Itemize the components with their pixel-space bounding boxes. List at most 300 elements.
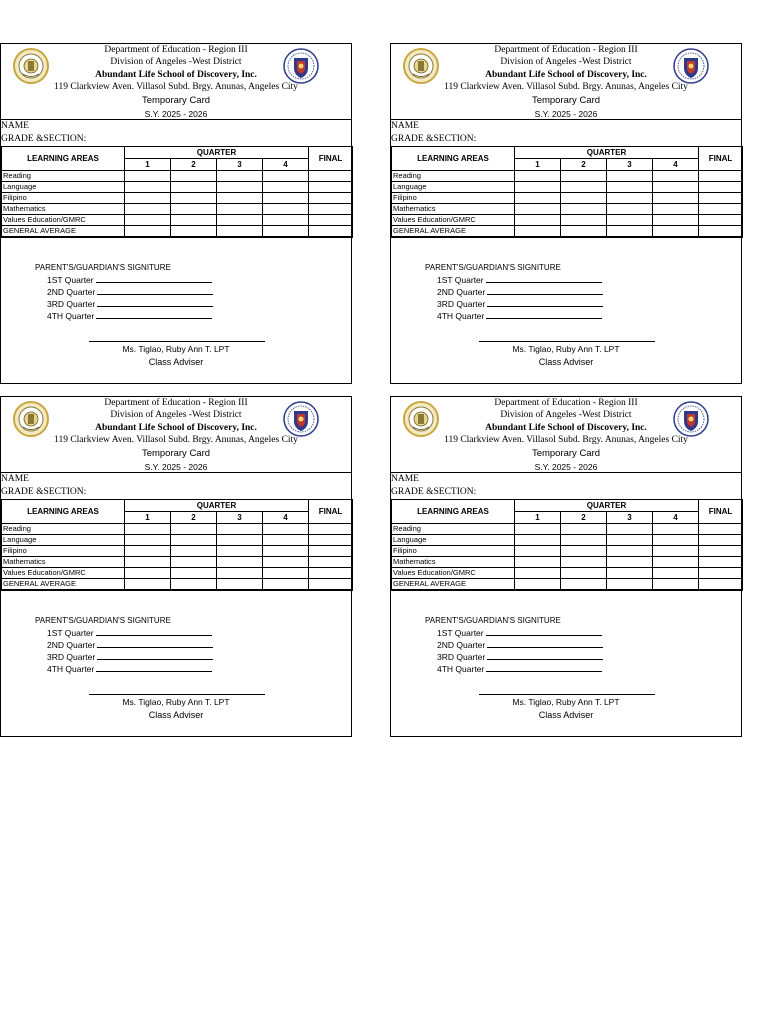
subject-row (392, 568, 743, 579)
quarter-3-header: 3 (217, 512, 263, 524)
grade-cell (171, 204, 217, 215)
quarter-4-header: 4 (653, 512, 699, 524)
grade-cell (653, 171, 699, 182)
learning-areas-header: LEARNING AREAS (392, 147, 515, 171)
grade-cell (561, 204, 607, 215)
signature-line-q4 (47, 663, 212, 674)
grade-cell (515, 524, 561, 535)
grade-cell (653, 568, 699, 579)
grade-cell (263, 204, 309, 215)
signature-line-q1 (47, 627, 212, 638)
subject-row (392, 193, 743, 204)
signature-blank (96, 274, 212, 283)
grade-cell (653, 557, 699, 568)
signature-blank (486, 274, 602, 283)
grade-cell (263, 579, 309, 591)
grade-cell (607, 557, 653, 568)
divider (1, 119, 351, 120)
grade-cell (653, 524, 699, 535)
grade-cell (309, 524, 353, 535)
grade-cell (171, 557, 217, 568)
subject-row (2, 524, 353, 535)
grade-cell (607, 546, 653, 557)
grade-cell (217, 524, 263, 535)
grade-cell (171, 182, 217, 193)
temporary-card (390, 396, 742, 737)
signature-line-q2 (47, 286, 213, 297)
signature-line-q1 (437, 274, 602, 285)
grade-cell (309, 204, 353, 215)
subject-row (2, 535, 353, 546)
quarter-3-header: 3 (607, 512, 653, 524)
grade-cell (653, 193, 699, 204)
signature-line-q4 (437, 310, 602, 321)
signature-label: 2ND Quarter (47, 640, 96, 650)
grade-cell (309, 182, 353, 193)
signature-label: 2ND Quarter (437, 640, 486, 650)
grade-cell (607, 171, 653, 182)
school-address: 119 Clarkview Aven. Villasol Subd. Brgy. Anunas, Angeles City (444, 435, 688, 445)
grade-cell (217, 215, 263, 226)
signature-title: PARENT'S/GUARDIAN'S SIGNITURE (425, 263, 561, 272)
temporary-card (390, 43, 742, 384)
final-header: FINAL (309, 500, 353, 524)
grade-cell (309, 535, 353, 546)
grade-cell (125, 204, 171, 215)
grade-cell (699, 171, 743, 182)
subject-label: Filipino (392, 546, 515, 557)
quarter-2-header: 2 (561, 512, 607, 524)
grade-cell (125, 535, 171, 546)
grade-cell (125, 546, 171, 557)
grade-cell (561, 226, 607, 238)
signature-label: 4TH Quarter (47, 664, 95, 674)
signature-line-q1 (47, 274, 212, 285)
grade-cell (309, 568, 353, 579)
grade-cell (607, 524, 653, 535)
signature-label: 1ST Quarter (437, 275, 484, 285)
subject-row (2, 215, 353, 226)
grade-cell (607, 215, 653, 226)
subject-label: Reading (2, 171, 125, 182)
grade-cell (561, 171, 607, 182)
grade-cell (699, 557, 743, 568)
grade-cell (607, 226, 653, 238)
signature-label: 3RD Quarter (437, 652, 486, 662)
grade-cell (607, 193, 653, 204)
grade-cell (263, 215, 309, 226)
school-year: S.Y. 2025 - 2026 (144, 109, 208, 119)
school-year: S.Y. 2025 - 2026 (534, 109, 598, 119)
general-average-label: GENERAL AVERAGE (2, 226, 125, 238)
adviser-name: Ms. Tiglao, Ruby Ann T. LPT (122, 344, 230, 354)
grade-cell (309, 215, 353, 226)
signature-title: PARENT'S/GUARDIAN'S SIGNITURE (425, 616, 561, 625)
grade-cell (217, 171, 263, 182)
grade-cell (217, 535, 263, 546)
subject-label: Filipino (392, 193, 515, 204)
signature-label: 1ST Quarter (437, 628, 484, 638)
grade-section-field-label: GRADE &SECTION: (391, 487, 477, 497)
grade-cell (653, 226, 699, 238)
subject-row (2, 568, 353, 579)
grade-section-field-label: GRADE &SECTION: (1, 487, 87, 497)
grade-cell (171, 215, 217, 226)
grade-cell (217, 226, 263, 238)
grade-cell (263, 171, 309, 182)
grade-cell (171, 193, 217, 204)
school-name: Abundant Life School of Discovery, Inc. (485, 70, 647, 80)
subject-label: Values Education/GMRC (2, 215, 125, 226)
grades-table (1, 146, 353, 238)
grade-cell (515, 557, 561, 568)
signature-blank (486, 663, 602, 672)
grade-cell (515, 579, 561, 591)
subject-label: Reading (392, 171, 515, 182)
grade-cell (217, 193, 263, 204)
card-title: Temporary Card (531, 448, 601, 459)
grade-cell (653, 579, 699, 591)
grade-cell (263, 226, 309, 238)
subject-row (2, 182, 353, 193)
grade-cell (607, 535, 653, 546)
grade-cell (653, 535, 699, 546)
grade-cell (699, 535, 743, 546)
subject-row (392, 171, 743, 182)
grade-cell (171, 579, 217, 591)
school-name: Abundant Life School of Discovery, Inc. (485, 423, 647, 433)
quarter-1-header: 1 (125, 159, 171, 171)
division-line: Division of Angeles -West District (110, 410, 242, 420)
signature-line-q2 (437, 639, 603, 650)
grade-cell (561, 215, 607, 226)
signature-label: 1ST Quarter (47, 628, 94, 638)
signature-label: 4TH Quarter (47, 311, 95, 321)
grade-cell (263, 193, 309, 204)
temporary-card (0, 396, 352, 737)
grade-cell (309, 557, 353, 568)
grade-section-field-label: GRADE &SECTION: (391, 134, 477, 144)
grade-cell (125, 524, 171, 535)
adviser-name: Ms. Tiglao, Ruby Ann T. LPT (122, 697, 230, 707)
signature-blank (96, 310, 212, 319)
signature-title: PARENT'S/GUARDIAN'S SIGNITURE (35, 263, 171, 272)
signature-label: 3RD Quarter (47, 299, 96, 309)
signature-label: 2ND Quarter (47, 287, 96, 297)
grade-cell (217, 579, 263, 591)
subject-label: Mathematics (392, 557, 515, 568)
grade-cell (653, 546, 699, 557)
quarter-1-header: 1 (515, 512, 561, 524)
quarter-1-header: 1 (125, 512, 171, 524)
grade-cell (263, 546, 309, 557)
grades-table (1, 499, 353, 591)
adviser-name: Ms. Tiglao, Ruby Ann T. LPT (512, 697, 620, 707)
grade-cell (699, 226, 743, 238)
signature-line-q3 (47, 298, 213, 309)
signature-blank (487, 639, 603, 648)
quarter-4-header: 4 (263, 512, 309, 524)
quarter-header: QUARTER (515, 147, 699, 159)
grade-cell (217, 204, 263, 215)
subject-row (392, 546, 743, 557)
grade-cell (125, 568, 171, 579)
school-year: S.Y. 2025 - 2026 (144, 462, 208, 472)
adviser-signature-line (479, 341, 655, 342)
signature-label: 3RD Quarter (47, 652, 96, 662)
signature-line-q4 (47, 310, 212, 321)
subject-row (392, 557, 743, 568)
grade-cell (125, 193, 171, 204)
subject-label: Values Education/GMRC (392, 215, 515, 226)
adviser-role: Class Adviser (148, 357, 204, 367)
subject-label: Language (392, 535, 515, 546)
signature-line-q2 (47, 639, 213, 650)
department-line: Department of Education - Region III (494, 45, 638, 55)
signature-label: 2ND Quarter (437, 287, 486, 297)
signature-blank (97, 651, 213, 660)
grade-cell (263, 524, 309, 535)
grade-cell (263, 568, 309, 579)
subject-row (2, 193, 353, 204)
name-field-label: NAME (1, 121, 29, 131)
final-header: FINAL (699, 500, 743, 524)
grade-cell (607, 182, 653, 193)
quarter-4-header: 4 (263, 159, 309, 171)
subject-label: Language (2, 535, 125, 546)
grade-cell (171, 568, 217, 579)
grade-cell (171, 524, 217, 535)
grade-cell (653, 215, 699, 226)
quarter-1-header: 1 (515, 159, 561, 171)
adviser-name: Ms. Tiglao, Ruby Ann T. LPT (512, 344, 620, 354)
school-year: S.Y. 2025 - 2026 (534, 462, 598, 472)
final-header: FINAL (699, 147, 743, 171)
name-field-label: NAME (1, 474, 29, 484)
divider (1, 472, 351, 473)
grade-cell (217, 546, 263, 557)
grade-cell (515, 193, 561, 204)
subject-label: Mathematics (392, 204, 515, 215)
grade-cell (125, 215, 171, 226)
school-address: 119 Clarkview Aven. Villasol Subd. Brgy. Anunas, Angeles City (54, 82, 298, 92)
grade-cell (561, 524, 607, 535)
division-line: Division of Angeles -West District (110, 57, 242, 67)
signature-line-q2 (437, 286, 603, 297)
subject-label: Filipino (2, 193, 125, 204)
general-average-label: GENERAL AVERAGE (2, 579, 125, 591)
quarter-header: QUARTER (515, 500, 699, 512)
signature-blank (486, 627, 602, 636)
subject-row (2, 546, 353, 557)
subject-label: Values Education/GMRC (392, 568, 515, 579)
grade-cell (125, 182, 171, 193)
quarter-3-header: 3 (217, 159, 263, 171)
quarter-2-header: 2 (171, 159, 217, 171)
department-line: Department of Education - Region III (104, 45, 248, 55)
grade-cell (309, 579, 353, 591)
grade-cell (653, 204, 699, 215)
signature-blank (97, 286, 213, 295)
signature-title: PARENT'S/GUARDIAN'S SIGNITURE (35, 616, 171, 625)
signature-blank (486, 310, 602, 319)
department-line: Department of Education - Region III (104, 398, 248, 408)
signature-blank (96, 627, 212, 636)
adviser-role: Class Adviser (538, 357, 594, 367)
adviser-role: Class Adviser (148, 710, 204, 720)
subject-row (2, 171, 353, 182)
subject-row (392, 182, 743, 193)
quarter-header: QUARTER (125, 500, 309, 512)
grade-cell (171, 226, 217, 238)
grade-cell (125, 579, 171, 591)
subject-row (392, 204, 743, 215)
grade-cell (607, 579, 653, 591)
card-title: Temporary Card (531, 95, 601, 106)
grade-cell (515, 204, 561, 215)
grade-cell (217, 568, 263, 579)
grades-table (391, 146, 743, 238)
grade-cell (699, 579, 743, 591)
adviser-role: Class Adviser (538, 710, 594, 720)
subject-row (392, 524, 743, 535)
signature-blank (96, 663, 212, 672)
learning-areas-header: LEARNING AREAS (2, 147, 125, 171)
general-average-label: GENERAL AVERAGE (392, 226, 515, 238)
grade-cell (125, 557, 171, 568)
grade-cell (699, 182, 743, 193)
grade-cell (309, 193, 353, 204)
signature-blank (487, 651, 603, 660)
subject-row (392, 535, 743, 546)
name-field-label: NAME (391, 121, 419, 131)
general-average-label: GENERAL AVERAGE (392, 579, 515, 591)
quarter-3-header: 3 (607, 159, 653, 171)
grade-cell (309, 171, 353, 182)
division-line: Division of Angeles -West District (500, 57, 632, 67)
grade-cell (699, 204, 743, 215)
division-line: Division of Angeles -West District (500, 410, 632, 420)
grade-cell (699, 524, 743, 535)
grade-cell (515, 215, 561, 226)
grade-cell (561, 568, 607, 579)
subject-label: Language (2, 182, 125, 193)
grade-cell (515, 182, 561, 193)
department-line: Department of Education - Region III (494, 398, 638, 408)
adviser-signature-line (479, 694, 655, 695)
subject-label: Language (392, 182, 515, 193)
card-title: Temporary Card (141, 95, 211, 106)
signature-label: 4TH Quarter (437, 311, 485, 321)
grade-cell (561, 546, 607, 557)
subject-label: Mathematics (2, 204, 125, 215)
grade-cell (561, 535, 607, 546)
name-field-label: NAME (391, 474, 419, 484)
grade-cell (217, 182, 263, 193)
divider (391, 119, 741, 120)
quarter-4-header: 4 (653, 159, 699, 171)
school-address: 119 Clarkview Aven. Villasol Subd. Brgy. Anunas, Angeles City (444, 82, 688, 92)
signature-line-q3 (437, 651, 603, 662)
signature-label: 1ST Quarter (47, 275, 94, 285)
signature-line-q1 (437, 627, 602, 638)
adviser-signature-line (89, 694, 265, 695)
subject-row (2, 557, 353, 568)
grade-cell (217, 557, 263, 568)
signature-blank (97, 298, 213, 307)
divider (391, 472, 741, 473)
subject-row (2, 204, 353, 215)
signature-blank (97, 639, 213, 648)
grade-cell (125, 226, 171, 238)
signature-line-q4 (437, 663, 602, 674)
grade-cell (561, 193, 607, 204)
grade-cell (699, 568, 743, 579)
subject-label: Reading (2, 524, 125, 535)
grade-cell (171, 535, 217, 546)
temporary-card (0, 43, 352, 384)
subject-label: Values Education/GMRC (2, 568, 125, 579)
grade-cell (515, 546, 561, 557)
grade-cell (515, 226, 561, 238)
subject-label: Mathematics (2, 557, 125, 568)
signature-line-q3 (437, 298, 603, 309)
grade-cell (171, 171, 217, 182)
quarter-header: QUARTER (125, 147, 309, 159)
grade-cell (607, 568, 653, 579)
grade-cell (699, 546, 743, 557)
school-name: Abundant Life School of Discovery, Inc. (95, 70, 257, 80)
school-address: 119 Clarkview Aven. Villasol Subd. Brgy. Anunas, Angeles City (54, 435, 298, 445)
signature-label: 4TH Quarter (437, 664, 485, 674)
grades-table (391, 499, 743, 591)
grade-cell (699, 193, 743, 204)
grade-cell (125, 171, 171, 182)
grade-cell (653, 182, 699, 193)
grade-cell (561, 182, 607, 193)
grade-cell (561, 557, 607, 568)
learning-areas-header: LEARNING AREAS (2, 500, 125, 524)
school-name: Abundant Life School of Discovery, Inc. (95, 423, 257, 433)
signature-blank (487, 286, 603, 295)
grade-cell (263, 535, 309, 546)
signature-blank (487, 298, 603, 307)
grade-section-field-label: GRADE &SECTION: (1, 134, 87, 144)
grade-cell (309, 546, 353, 557)
grade-cell (171, 546, 217, 557)
quarter-2-header: 2 (561, 159, 607, 171)
grade-cell (515, 171, 561, 182)
signature-line-q3 (47, 651, 213, 662)
subject-row (392, 215, 743, 226)
grade-cell (607, 204, 653, 215)
final-header: FINAL (309, 147, 353, 171)
quarter-2-header: 2 (171, 512, 217, 524)
grade-cell (263, 182, 309, 193)
grade-cell (515, 535, 561, 546)
card-title: Temporary Card (141, 448, 211, 459)
grade-cell (561, 579, 607, 591)
adviser-signature-line (89, 341, 265, 342)
signature-label: 3RD Quarter (437, 299, 486, 309)
learning-areas-header: LEARNING AREAS (392, 500, 515, 524)
grade-cell (309, 226, 353, 238)
grade-cell (515, 568, 561, 579)
subject-label: Reading (392, 524, 515, 535)
subject-label: Filipino (2, 546, 125, 557)
grade-cell (699, 215, 743, 226)
grade-cell (263, 557, 309, 568)
